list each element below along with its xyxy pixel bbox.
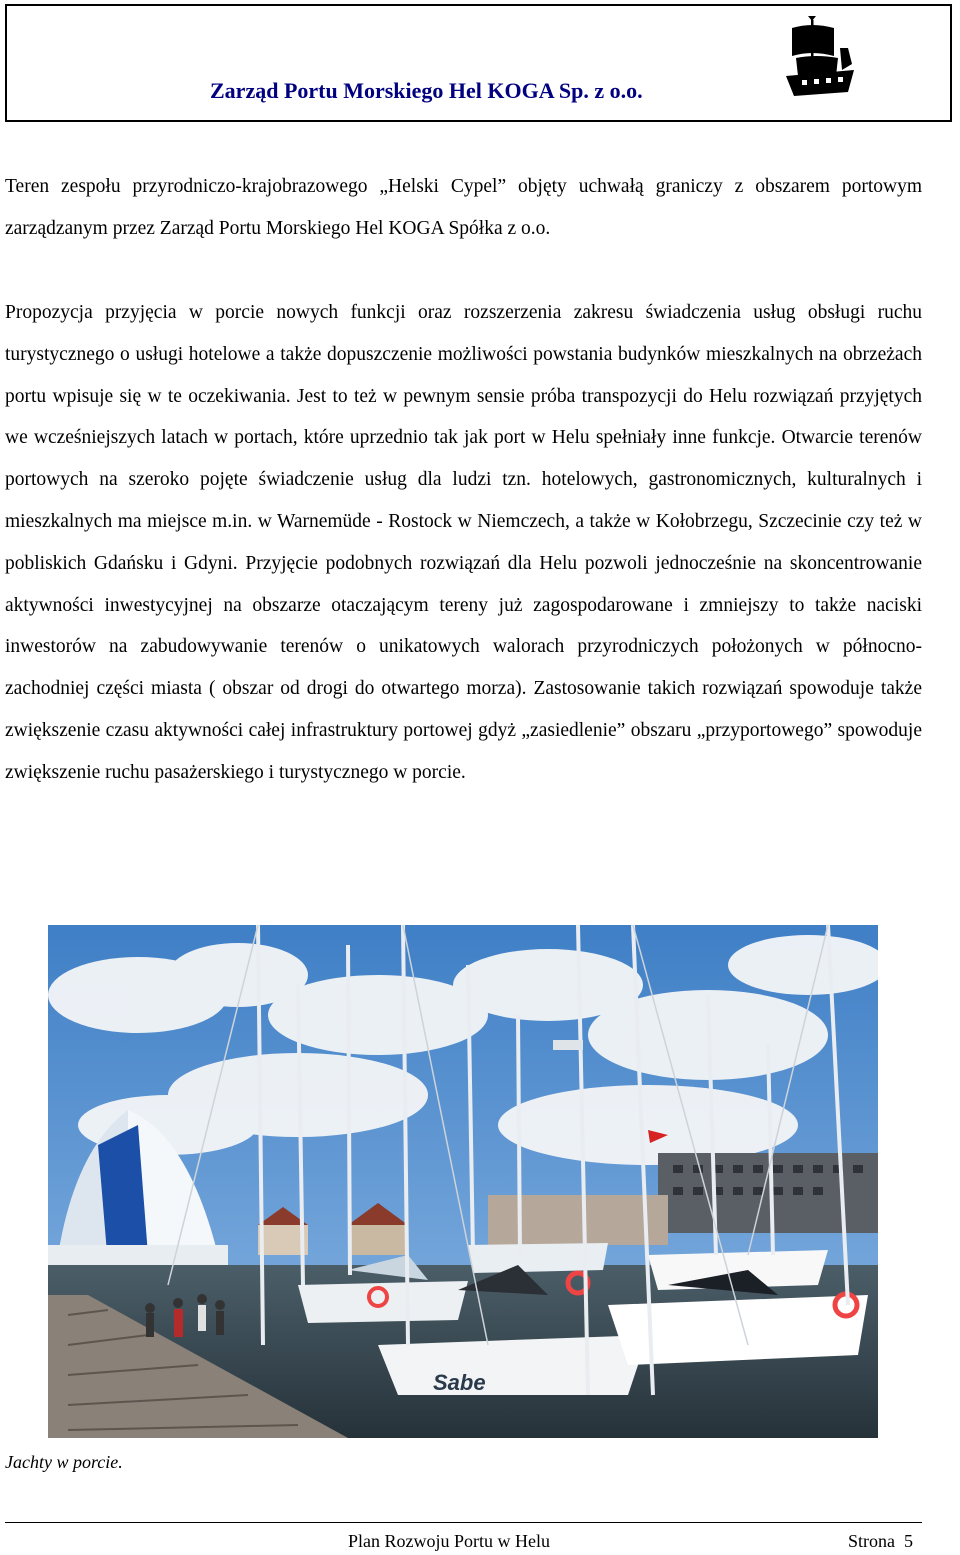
paragraph-port-development: Propozycja przyjęcia w porcie nowych funkcji oraz rozszerzenia zakresu świadczenia usług obsługi ruchu turystycznego o usługi hotelowe a także dopuszczenie możliwości powstania budynków mieszkalnych na obrzeżach portu wpisuje się w te oczekiwania. Jest to też w pewnym sensie próba transpozycji do Helu rozwiązań przyjętych we wcześniejszych latach w portach, które uprzednio tak jak port w Helu spełniały inne funkcje. Otwarcie terenów portowych na szeroko pojęte świadczenie usług dla ludzi tzn. hotelowych, gastronomicznych, kulturalnych i mieszkalnych ma miejsce m.in. w Warnemüde - Rostock w Niemczech, a także w Kołobrzegu, Szczecinie czy też w pobliskich Gdańsku i Gdyni. Przyjęcie podobnych rozwiązań dla Helu pozwoli jednocześnie na skoncentrowanie aktywności inwestycyjnej na obszarze otaczającym tereny już zagospodarowane i zmniejszy to także naciski inwestorów na zabudowywanie terenów o unikatowych walorach przyrodniczych położonych w północno-zachodniej części miasta ( obszar od drogi do otwartego morza). Zastosowanie takich rozwiązań spowoduje także zwiększenie czasu aktywności całej infrastruktury portowej gdyż „zasiedlenie” obszaru „przyportowego” spowoduje zwiększenie ruchu pasażerskiego i turystycznego w porcie.: [5, 302, 922, 783]
ship-logo-icon: [782, 12, 862, 104]
company-name: Zarząd Portu Morskiego Hel KOGA Sp. z o.o.: [210, 78, 643, 103]
page-number: 5: [904, 1531, 913, 1551]
footer-document-title: Plan Rozwoju Portu w Helu: [348, 1531, 550, 1551]
boat-name-label: Sabe: [433, 1370, 486, 1395]
footer-page-number: [848, 1531, 913, 1552]
harbor-photo: [48, 925, 878, 1438]
paragraph-nature-reserve: Teren zespołu przyrodniczo-krajobrazowego „Helski Cypel” objęty uchwałą graniczy z obszarem portowym zarządzanym przez Zarząd Portu Morskiego Hel KOGA Spółka z o.o.: [5, 176, 922, 239]
footer-divider: [5, 1522, 922, 1523]
page-label: Strona: [848, 1531, 895, 1551]
photo-caption: Jachty w porcie.: [5, 1452, 123, 1472]
